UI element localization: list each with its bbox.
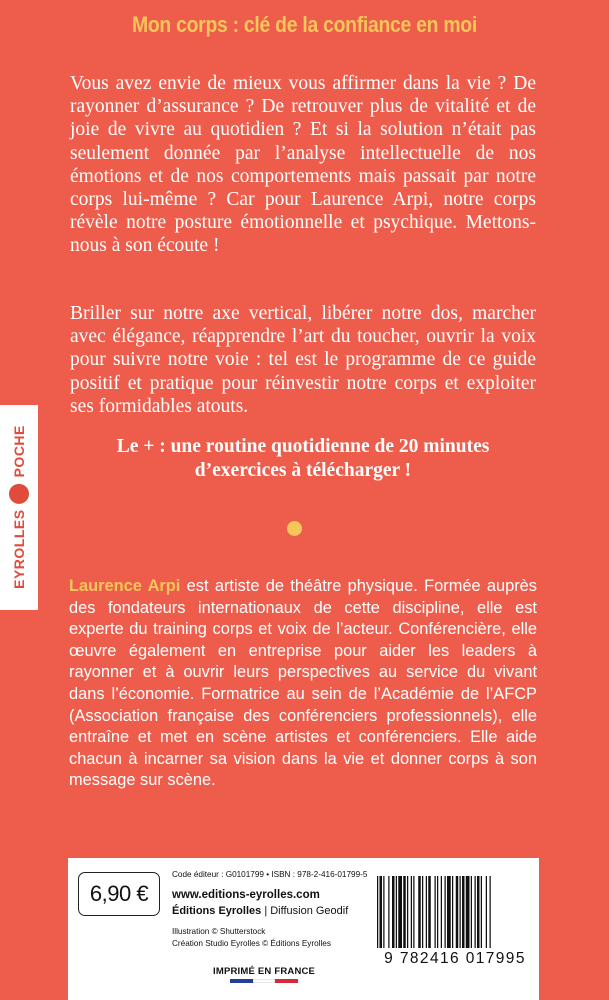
credit-illustration: Illustration © Shutterstock (172, 927, 266, 936)
footer-info-bar (68, 858, 539, 1000)
printed-in-france (213, 966, 315, 983)
collection-dot-icon (9, 483, 29, 503)
barcode-bar (452, 876, 453, 948)
flag-stripe-blue (230, 979, 253, 983)
barcode-bar (466, 876, 470, 948)
barcode-bar (422, 876, 423, 948)
barcode-bar (490, 876, 491, 948)
barcode-bar (462, 876, 465, 948)
back-cover-title: Mon corps : clé de la confiance en moi (132, 12, 477, 37)
barcode-bar (413, 876, 414, 948)
flag-stripe-red (275, 979, 298, 983)
printed-label: IMPRIMÉ EN FRANCE (213, 966, 316, 977)
barcode-bar (411, 876, 412, 948)
author-bio (69, 576, 537, 792)
publisher-line (172, 904, 372, 919)
collection-brand: EYROLLES (11, 509, 27, 589)
barcode-bar (426, 876, 427, 948)
barcode-bar (477, 876, 480, 948)
barcode-bar (471, 876, 472, 948)
barcode-bar (481, 876, 482, 948)
isbn-barcode (371, 866, 539, 992)
bonus-statement (70, 435, 536, 483)
barcode-bar (398, 876, 402, 948)
flag-stripe-white (253, 979, 276, 983)
bonus-line-2: d’exercices à télécharger ! (194, 460, 412, 481)
author-bio-text: est artiste de théâtre physique. Formée auprès des fondateurs internationaux de cette discipline, elle est experte du training corps et voix de l’acteur. Conférencière, elle œuvre également en entreprise pour aider les leaders à rayonner et à ouvrir leurs perspectives au service du vivant dans l’économie. Formatrice au sein de l’Académie de l’AFCP (Association française des conférenciers professionnels), elle entraîne et met en scène artistes et conférenciers. Elle aide chacun à incarner sa vision dans la vie et donner corps à son message sur scène. (69, 577, 537, 790)
barcode-bar (447, 876, 451, 948)
blurb-paragraph-1: Vous avez envie de mieux vous affirmer dans la vie ? De rayonner d’assurance ? De retrouver plus de vitalité et de joie de vivre au quotidien ? Et si la solution n’était pas seulement donnée par l’analyse intellectuelle de nos émotions et de nos comportements mais passait par notre corps lui-même ? Car pour Laurence Arpi, notre corps révèle notre posture émotionnelle et psychique. Mettons-nous à son écoute ! (70, 73, 536, 257)
barcode-bar (486, 876, 487, 948)
credits (172, 926, 372, 950)
barcode-bar (445, 876, 446, 948)
barcode-bar (441, 876, 442, 948)
barcode-bar (437, 876, 438, 948)
bonus-line-1: Le + : une routine quotidienne de 20 minutes (116, 436, 490, 457)
barcode-bar (460, 876, 461, 948)
publisher-codes: Code éditeur : G0101799 • ISBN : 978-2-416-01799-5 (172, 870, 368, 879)
barcode-digits: 9 782416 017995 (384, 950, 526, 967)
barcode-bar (475, 876, 476, 948)
barcode-bar (392, 876, 395, 948)
barcode-bar (418, 876, 421, 948)
barcode-bar (383, 876, 384, 948)
publisher-info (172, 869, 372, 950)
author-name: Laurence Arpi (69, 577, 181, 595)
barcode-bar (377, 876, 378, 948)
french-flag-icon (230, 979, 298, 983)
barcode-bar (388, 876, 389, 948)
collection-label (9, 425, 29, 589)
barcode-bar (396, 876, 397, 948)
barcode-bar (403, 876, 406, 948)
barcode-bar (435, 876, 436, 948)
barcode-bar (456, 876, 459, 948)
credit-creation: Création Studio Eyrolles © Éditions Eyrolles (172, 939, 331, 948)
distribution-name: | Diffusion Geodif (264, 905, 349, 917)
barcode-bar (380, 876, 383, 948)
collection-tab (0, 405, 38, 610)
barcode-bar (407, 876, 408, 948)
collection-series: POCHE (11, 425, 27, 478)
barcode-bar (428, 876, 431, 948)
barcode-icon (377, 876, 533, 948)
price-tag: 6,90 € (78, 872, 160, 916)
publisher-name: Éditions Eyrolles (172, 905, 262, 917)
blurb-paragraph-2: Briller sur notre axe vertical, libérer notre dos, marcher avec élégance, réapprendre l’art du toucher, ouvrir la voix pour suivre notre voie : tel est le programme de ce guide positif et pratique pour réinvestir notre corps et exploiter ses formidables atouts. (70, 303, 536, 417)
separator-dot (287, 521, 302, 536)
publisher-website: www.editions-eyrolles.com (172, 889, 320, 901)
